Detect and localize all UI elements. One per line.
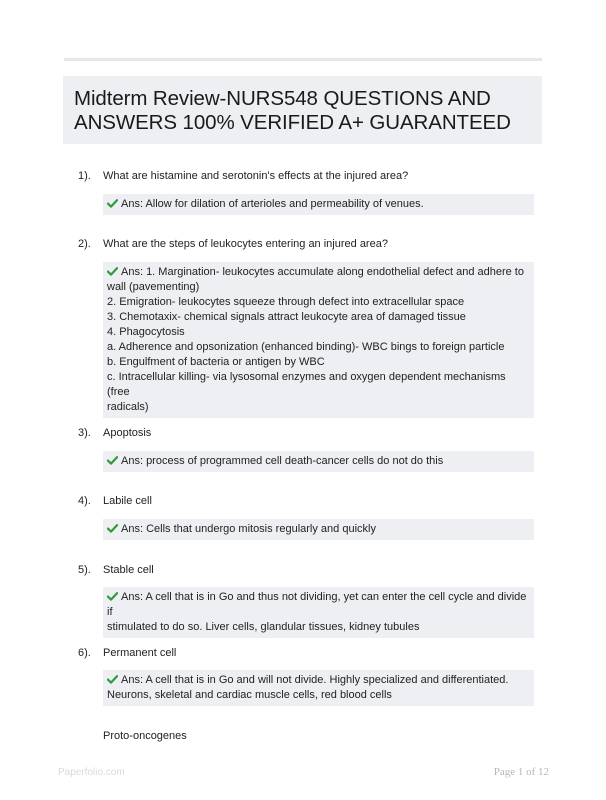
question-text: Stable cell — [103, 564, 154, 576]
answer-line: stimulated to do so. Liver cells, glandular tissues, kidney tubules — [107, 621, 420, 633]
document-title-line-2: ANSWERS 100% VERIFIED A+ GUARANTEED — [74, 111, 511, 134]
answer-line: 3. Chemotaxix- chemical signals attract leukocyte area of damaged tissue — [107, 311, 466, 323]
answer-box — [103, 262, 534, 418]
answer-box — [103, 519, 534, 540]
question-text: What are the steps of leukocytes entering an injured area? — [103, 238, 388, 250]
question-number: 6). — [78, 647, 91, 659]
top-divider — [64, 58, 542, 61]
question-number: 4). — [78, 495, 91, 507]
question-text: What are histamine and serotonin's effects at the injured area? — [103, 170, 409, 182]
answer-line: b. Engulfment of bacteria or antigen by WBC — [107, 356, 325, 368]
page-indicator: Page 1 of 12 — [493, 766, 549, 778]
check-icon — [107, 591, 118, 600]
check-icon — [107, 455, 118, 464]
question-text: Apoptosis — [103, 427, 152, 439]
question-number: 3). — [78, 427, 91, 439]
question-text: Permanent cell — [103, 647, 177, 659]
answer-line: Ans: Allow for dilation of arterioles and permeability of venues. — [107, 197, 528, 212]
answer-line: Ans: 1. Margination- leukocytes accumulate along endothelial defect and adhere to — [107, 265, 528, 280]
document-title-line-1: Midterm Review-NURS548 QUESTIONS AND — [74, 87, 491, 110]
answer-line: Ans: A cell that is in Go and will not divide. Highly specialized and differentiated. — [107, 673, 528, 688]
check-icon — [107, 198, 118, 207]
answer-line: Ans: Cells that undergo mitosis regularly and quickly — [107, 522, 528, 537]
answer-line: c. Intracellular killing- via lysosomal enzymes and oxygen dependent mechanisms (free — [107, 371, 506, 398]
question-number: 5). — [78, 564, 91, 576]
answer-line: Ans: process of programmed cell death-cancer cells do not do this — [107, 454, 528, 469]
answer-line: radicals) — [107, 401, 149, 413]
question-number: 2). — [78, 238, 91, 250]
answer-line: 2. Emigration- leukocytes squeeze through defect into extracellular space — [107, 296, 465, 308]
check-icon — [107, 523, 118, 532]
answer-box — [103, 587, 534, 638]
answer-line: Neurons, skeletal and cardiac muscle cells, red blood cells — [107, 689, 392, 701]
footer-watermark: Paperfolio.com — [58, 767, 125, 778]
question-number: 1). — [78, 170, 91, 182]
answer-line: Ans: A cell that is in Go and thus not dividing, yet can enter the cell cycle and divide if — [107, 591, 527, 618]
title-banner — [63, 76, 542, 144]
check-icon — [107, 674, 118, 683]
answer-box — [103, 194, 534, 215]
answer-line: a. Adherence and opsonization (enhanced binding)- WBC bings to foreign particle — [107, 341, 505, 353]
answer-box — [103, 670, 534, 706]
answer-line: 4. Phagocytosis — [107, 326, 185, 338]
check-icon — [107, 266, 118, 275]
question-text: Proto-oncogenes — [103, 730, 187, 742]
question-text: Labile cell — [103, 495, 152, 507]
answer-box — [103, 451, 534, 472]
answer-line: wall (pavementing) — [107, 281, 200, 293]
document-title — [74, 87, 534, 135]
